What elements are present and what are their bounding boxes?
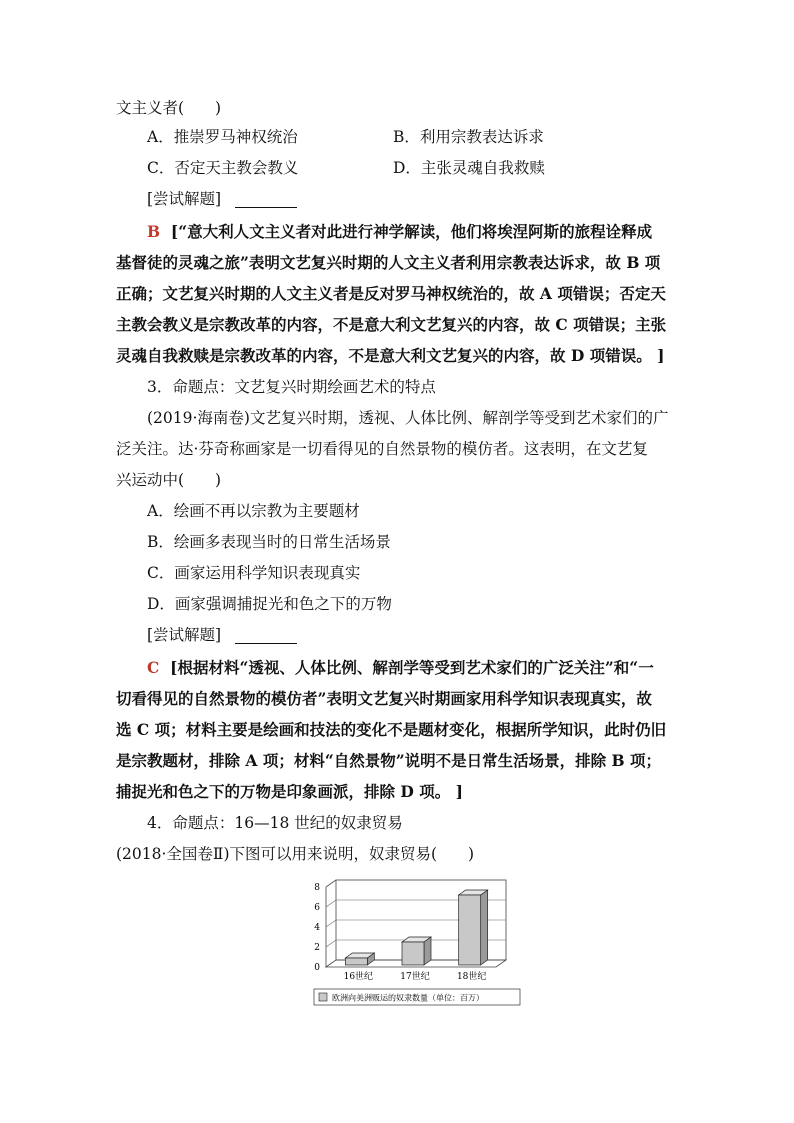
q3-try-label: [尝试解题] [147, 626, 222, 644]
chart-bar-side [424, 937, 431, 965]
chart-legend-swatch [319, 993, 327, 1001]
chart-bar [402, 942, 424, 965]
q3-stem-line-1: (2019·海南卷)文艺复兴时期，透视、人体比例、解剖学等受到艺术家们的广 [147, 409, 669, 427]
q3-try-row [147, 624, 297, 646]
q3-title: 3．命题点：文艺复兴时期绘画艺术的特点 [147, 378, 436, 396]
q2-explanation-line-5: 灵魂自我救赎是宗教改革的内容，不是意大利文艺复兴的内容，故 D 项错误。 ] [116, 346, 665, 365]
q2-option-b: B．利用宗教表达诉求 [393, 128, 544, 146]
q3-answer-blank[interactable] [235, 629, 297, 644]
q2-explanation-line-1 [147, 221, 652, 243]
chart-y-tick-label: 8 [314, 883, 320, 893]
q3-explanation-line-2: 切看得见的自然景物的模仿者”表明文艺复兴时期画家用科学知识表现真实，故 [116, 689, 652, 708]
chart-bar-side [481, 890, 488, 965]
q2-answer-blank[interactable] [235, 193, 297, 208]
q2-explanation-line-2: 基督徒的灵魂之旅”表明文艺复兴时期的人文主义者利用宗教表达诉求，故 B 项 [116, 253, 661, 272]
q2-option-c: C．否定天主教会教义 [147, 159, 299, 177]
chart-gridline [326, 880, 506, 887]
q2-option-a: A．推崇罗马神权统治 [147, 128, 298, 146]
q3-explanation-line-4: 是宗教题材，排除 A 项；材料“自然景物”说明不是日常生活场景，排除 B 项； [116, 751, 662, 770]
q3-explanation-line-3: 选 C 项；材料主要是绘画和技法的变化不是题材变化，根据所学知识，此时仍旧 [116, 720, 667, 739]
q3-stem-line-2: 泛关注。达·芬奇称画家是一切看得见的自然景物的模仿者。这表明，在文艺复 [116, 440, 648, 458]
chart-bar [345, 958, 367, 965]
chart-category-label: 17世纪 [400, 972, 430, 982]
q2-explanation-text-1: [“意大利人文主义者对此进行神学解读，他们将埃涅阿斯的旅程诠释成 [170, 222, 653, 241]
chart-category-label: 16世纪 [343, 972, 374, 982]
q4-stem: (2018·全国卷Ⅱ)下图可以用来说明，奴隶贸易( ) [116, 845, 475, 863]
q2-try-row [147, 188, 297, 210]
chart-bar [459, 895, 481, 965]
q2-option-d: D．主张灵魂自我救赎 [393, 159, 545, 177]
q3-option-a: A．绘画不再以宗教为主要题材 [147, 502, 360, 520]
q3-option-b: B．绘画多表现当时的日常生活场景 [147, 533, 391, 551]
chart-y-tick-label: 6 [314, 903, 320, 913]
q2-answer-letter: B [147, 222, 161, 241]
q3-option-d: D．画家强调捕捉光和色之下的万物 [147, 595, 392, 613]
chart-y-tick-label: 4 [314, 923, 320, 933]
q2-stem-tail: 文主义者( ) [116, 99, 222, 117]
q3-explanation-line-5: 捕捉光和色之下的万物是印象画派，排除 D 项。 ] [116, 782, 463, 801]
q3-explanation-line-1 [147, 657, 654, 679]
q2-try-label: [尝试解题] [147, 190, 222, 208]
chart-y-tick-label: 2 [314, 943, 320, 953]
chart-legend-label: 欧洲向美洲贩运的奴隶数量（单位：百万） [332, 993, 484, 1003]
q2-explanation-line-3: 正确；文艺复兴时期的人文主义者是反对罗马神权统治的，故 A 项错误；否定天 [116, 284, 666, 303]
chart-category-label: 18世纪 [456, 972, 487, 982]
q3-option-c: C．画家运用科学知识表现真实 [147, 564, 361, 582]
q4-title: 4．命题点：16—18 世纪的奴隶贸易 [147, 814, 403, 832]
chart-y-tick-label: 0 [314, 963, 320, 973]
slave-trade-bar-chart [308, 872, 524, 1010]
q3-explanation-text-1: [根据材料“透视、人体比例、解剖学等受到艺术家们的广泛关注”和“一 [170, 658, 654, 677]
q2-explanation-line-4: 主教会教义是宗教改革的内容，不是意大利文艺复兴的内容，故 C 项错误；主张 [116, 315, 667, 334]
q3-answer-letter: C [147, 658, 160, 677]
q3-stem-line-3: 兴运动中( ) [116, 471, 222, 489]
